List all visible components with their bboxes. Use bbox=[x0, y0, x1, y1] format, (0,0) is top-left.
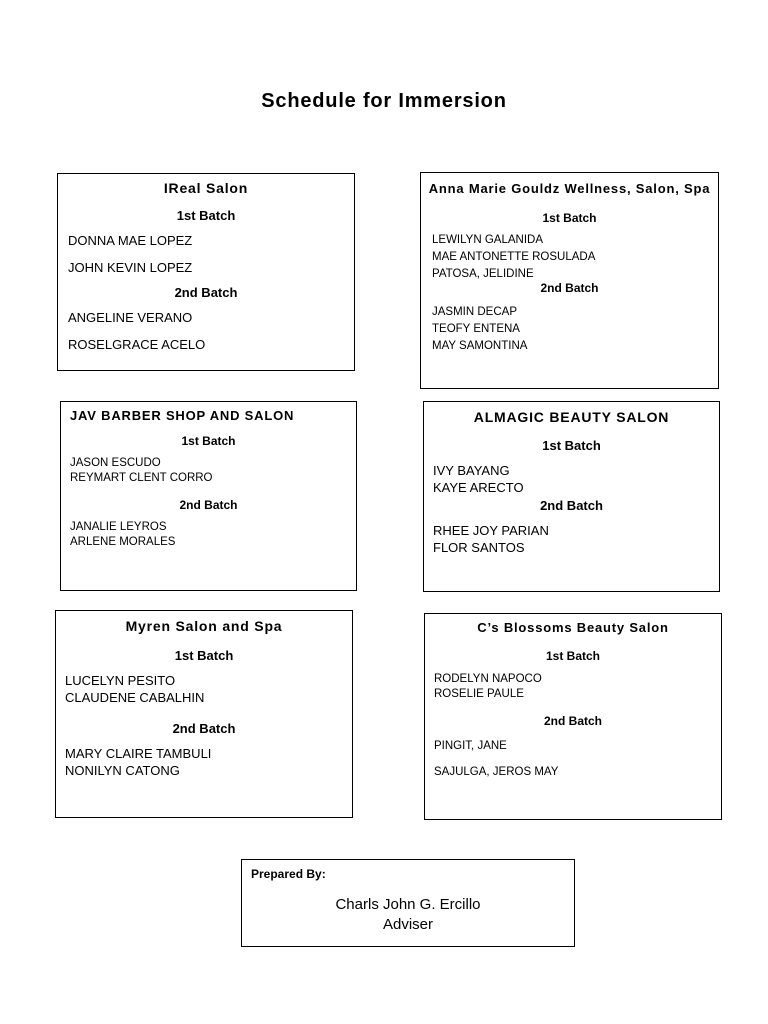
student-name: SAJULGA, JEROS MAY bbox=[434, 766, 559, 778]
student-name: JASMIN DECAP bbox=[432, 306, 517, 318]
salon-name: ALMAGIC BEAUTY SALON bbox=[473, 409, 670, 425]
batch-2-label: 2nd Batch bbox=[540, 498, 603, 513]
batch-1-label: 1st Batch bbox=[542, 438, 601, 453]
batch-2-label: 2nd Batch bbox=[543, 714, 602, 728]
batch-1-list bbox=[56, 672, 352, 706]
student-name: ANGELINE VERANO bbox=[68, 310, 193, 325]
adviser-name: Charls John G. Ercillo bbox=[335, 896, 481, 913]
batch-1-list bbox=[424, 462, 719, 496]
batch-1-label: 1st Batch bbox=[176, 208, 236, 223]
salon-box-ireal bbox=[57, 173, 355, 371]
batch-2-label: 2nd Batch bbox=[540, 281, 599, 295]
student-name: TEOFY ENTENA bbox=[432, 323, 520, 335]
batch-1-list bbox=[421, 232, 718, 283]
page-title: Schedule for Immersion bbox=[261, 90, 507, 112]
batch-2-list bbox=[61, 520, 356, 550]
student-name: CLAUDENE CABALHIN bbox=[65, 690, 205, 705]
batch-2-list bbox=[58, 309, 354, 354]
batch-2-label: 2nd Batch bbox=[172, 721, 236, 736]
student-name: MAE ANTONETTE ROSULADA bbox=[432, 251, 596, 263]
student-name: IVY BAYANG bbox=[433, 463, 510, 478]
batch-2-list bbox=[425, 739, 721, 780]
student-name: JASON ESCUDO bbox=[70, 457, 161, 469]
adviser-role: Adviser bbox=[382, 916, 434, 933]
salon-box-almagic bbox=[423, 401, 720, 592]
salon-box-anna-marie bbox=[420, 172, 719, 389]
student-name: REYMART CLENT CORRO bbox=[70, 472, 213, 484]
batch-2-label: 2nd Batch bbox=[174, 285, 238, 300]
student-name: MAY SAMONTINA bbox=[432, 340, 528, 352]
batch-1-list bbox=[425, 672, 721, 702]
batch-1-label: 1st Batch bbox=[542, 211, 597, 225]
student-name: ROSELGRACE ACELO bbox=[68, 337, 206, 352]
student-name: RHEE JOY PARIAN bbox=[433, 523, 549, 538]
salon-name: JAV BARBER SHOP AND SALON bbox=[70, 408, 295, 423]
batch-1-list bbox=[61, 456, 356, 486]
student-name: MARY CLAIRE TAMBULI bbox=[65, 746, 212, 761]
batch-2-list bbox=[56, 745, 352, 779]
batch-1-list bbox=[58, 232, 354, 277]
student-name: PINGIT, JANE bbox=[434, 740, 507, 752]
batch-1-label: 1st Batch bbox=[181, 434, 236, 448]
student-name: LEWILYN GALANIDA bbox=[432, 234, 543, 246]
student-name: FLOR SANTOS bbox=[433, 540, 525, 555]
batch-2-label: 2nd Batch bbox=[179, 498, 238, 512]
batch-1-label: 1st Batch bbox=[174, 648, 234, 663]
student-name: KAYE ARECTO bbox=[433, 480, 524, 495]
salon-box-cs-blossoms bbox=[424, 613, 722, 820]
student-name: PATOSA, JELIDINE bbox=[432, 268, 534, 280]
batch-2-list bbox=[421, 304, 718, 355]
salon-name: Myren Salon and Spa bbox=[125, 618, 283, 634]
student-name: DONNA MAE LOPEZ bbox=[68, 233, 193, 248]
student-name: LUCELYN PESITO bbox=[65, 673, 176, 688]
batch-1-label: 1st Batch bbox=[545, 649, 601, 663]
student-name: RODELYN NAPOCO bbox=[434, 673, 542, 685]
salon-box-myren bbox=[55, 610, 353, 818]
student-name: JOHN KEVIN LOPEZ bbox=[68, 260, 193, 275]
salon-name: Anna Marie Gouldz Wellness, Salon, Spa bbox=[428, 181, 711, 196]
salon-name: C’s Blossoms Beauty Salon bbox=[477, 620, 669, 635]
salon-box-jav bbox=[60, 401, 357, 591]
prepared-by-box bbox=[241, 859, 575, 947]
student-name: ARLENE MORALES bbox=[70, 536, 176, 548]
salon-name: IReal Salon bbox=[163, 180, 249, 196]
student-name: JANALIE LEYROS bbox=[70, 521, 167, 533]
prepared-by-label: Prepared By: bbox=[251, 867, 326, 881]
batch-2-list bbox=[424, 522, 719, 556]
student-name: ROSELIE PAULE bbox=[434, 688, 524, 700]
student-name: NONILYN CATONG bbox=[65, 763, 180, 778]
